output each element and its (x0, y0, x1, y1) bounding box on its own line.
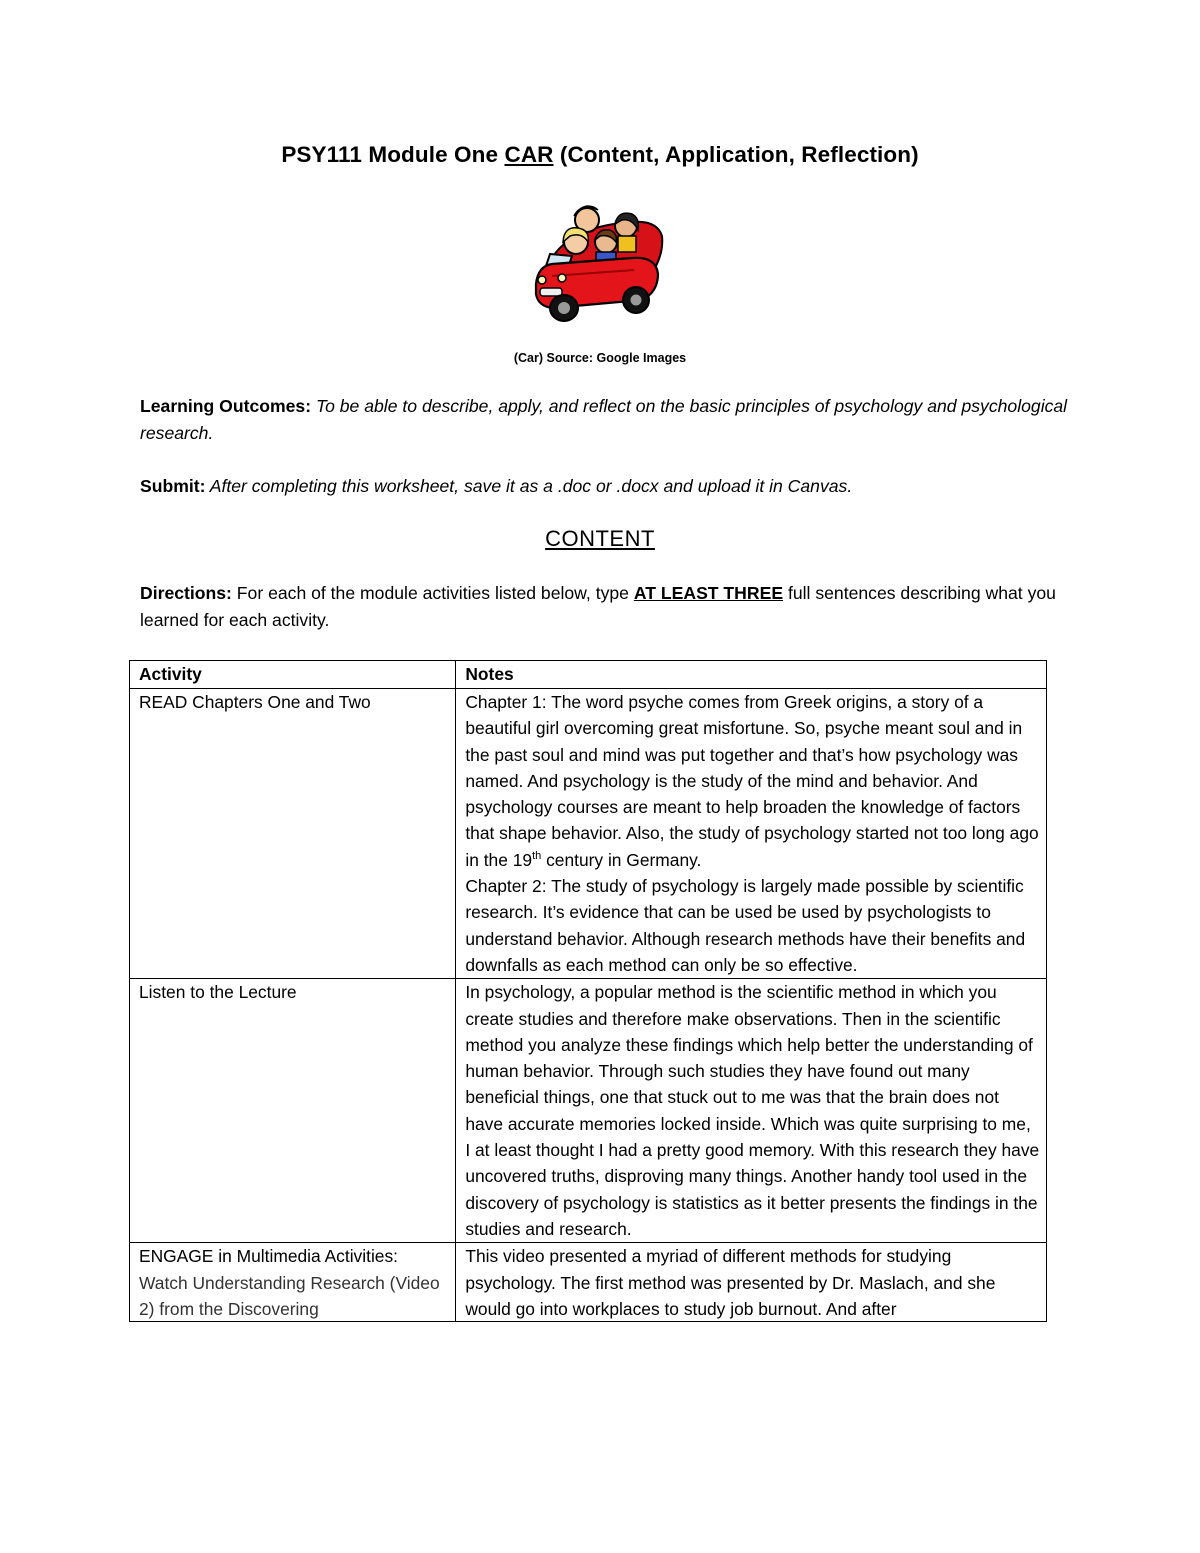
car-illustration (532, 196, 666, 324)
title-suffix: (Content, Application, Reflection) (553, 142, 919, 167)
notes-text: Chapter 1: The word psyche comes from Greek origins, a story of a beautiful girl overcoming great misfortune. So, psyche meant soul and in the past soul and mind was put together and that’s how psychology was named. And psychology is the study of the mind and behavior. And psychology courses are meant to help broaden the knowledge of factors that shape behavior. Also, the study of psychology started not too long ago in the 19 (465, 692, 1039, 870)
activity-cell: READ Chapters One and Two (130, 689, 456, 979)
notes-cell (456, 1243, 1047, 1322)
activity-label: ENGAGE in Multimedia Activities: (139, 1246, 399, 1267)
notes-text-cont: century in Germany. (541, 849, 702, 870)
learning-outcomes-text: To be able to describe, apply, and reflect on the basic principles of psychology and psychological research. (140, 396, 1068, 443)
table-row (130, 1243, 1047, 1322)
activity-detail: Watch Understanding Research (Video 2) from the Discovering (139, 1272, 440, 1319)
submit-label: Submit: (140, 476, 206, 496)
activity-notes-table (129, 660, 1047, 1322)
activity-cell-content (139, 1243, 449, 1321)
section-heading-content: CONTENT (545, 526, 655, 551)
notes-cell (456, 689, 1047, 979)
image-caption: (Car) Source: Google Images (513, 351, 687, 365)
submit-text: After completing this worksheet, save it as a .doc or .docx and upload it in Canvas. (205, 476, 853, 496)
title-underlined: CAR (504, 142, 554, 167)
learning-outcomes-label: Learning Outcomes: (140, 396, 312, 416)
table-row (130, 689, 1047, 979)
table-row (130, 979, 1047, 1243)
header-activity: Activity (130, 661, 456, 689)
notes-cell: In psychology, a popular method is the scientific method in which you create studies and therefore make observations. Then in the scientific method you analyze these findings which help better the understanding of human behavior. Through such studies they have found out many beneficial things, one that stuck out to me was that the brain does not have accurate memories locked inside. Which was quite surprising to me, I at least thought I had a pretty good memory. With this research they have uncovered truths, disproving many things. Another handy tool used in the discovery of psychology is statistics as it better presents the findings in the studies and research. (456, 979, 1047, 1243)
directions-text-before: For each of the module activities listed below, type (231, 583, 634, 603)
directions (140, 580, 1070, 633)
notes-text-chapter2: Chapter 2: The study of psychology is largely made possible by scientific research. It’s evidence that can be used be used by psychologists to understand behavior. Although research methods have their benefits and downfalls as each method can only be so effective. (465, 876, 1026, 975)
table-header-row (130, 661, 1047, 689)
document-title (0, 142, 1200, 168)
title-prefix: PSY111 Module One (281, 142, 505, 167)
directions-emphasis: AT LEAST THREE (633, 583, 784, 603)
directions-label: Directions: (140, 583, 232, 603)
header-notes: Notes (456, 661, 1047, 689)
activity-cell (130, 1243, 456, 1322)
activity-cell: Listen to the Lecture (130, 979, 456, 1243)
learning-outcomes (140, 393, 1070, 446)
directions-text-after: full sentences describing what you learned for each activity. (140, 583, 1056, 630)
notes-superscript: th (532, 849, 542, 862)
notes-cell-content: This video presented a myriad of different methods for studying psychology. The first method was presented by Dr. Maslach, and she would go into workplaces to study job burnout. And after (465, 1246, 996, 1319)
submit-instructions (140, 473, 1070, 500)
